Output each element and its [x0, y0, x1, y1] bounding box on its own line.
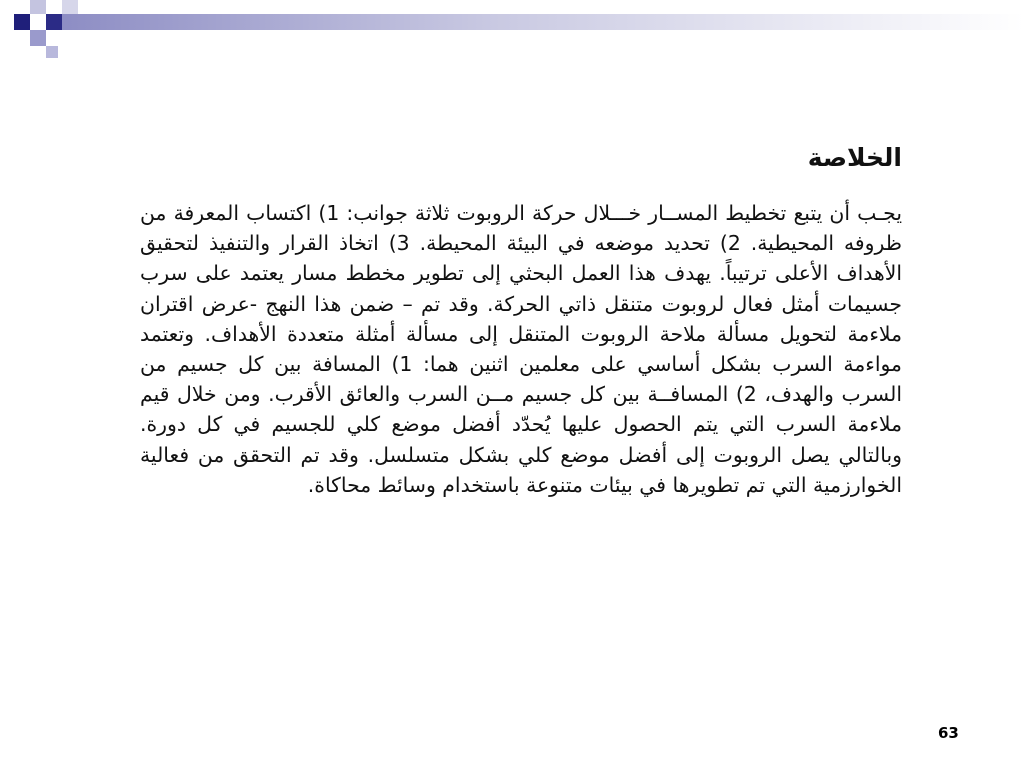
header-gradient-bar: [60, 14, 1024, 30]
header-square-light-2: [62, 0, 78, 14]
section-heading: الخلاصة: [807, 143, 902, 172]
header-square-mid-2: [46, 46, 58, 58]
header-square-mid: [30, 30, 46, 46]
header-decoration: [0, 0, 1024, 60]
header-square-dark-2: [46, 14, 62, 30]
page-number: 63: [938, 724, 959, 742]
header-square-dark: [14, 14, 30, 30]
summary-paragraph: يجـب أن يتبع تخطيط المســار خـــلال حركة الروبوت ثلاثة جوانب: 1) اكتساب المعرفة من ظروفه المحيطية. 2) تحديد موضعه في البيئة المحيطة. 3) اتخاذ القرار والتنفيذ لتحقيق الأهداف الأعلى ترتيباً. يهدف هذا العمل البحثي إلى تطوير مخطط مسار يعتمد على سرب جسيمات أمثل فعال لروبوت متنقل ذاتي الحركة. وقد تم – ضمن هذا النهج -عرض اقتران ملاءمة لتحويل مسألة ملاحة الروبوت المتنقل إلى مسألة أمثلة متعددة الأهداف. وتعتمد مواءمة السرب بشكل أساسي على معلمين اثنين هما: 1) المسافة بين كل جسيم من السرب والهدف، 2) المسافــة بين كل جسيم مــن السرب والعائق الأقرب. ومن خلال قيم ملاءمة السرب التي يتم الحصول عليها يُحدّد أفضل موضع كلي للجسيم في كل دورة. وبالتالي يصل الروبوت إلى أفضل موضع كلي بشكل متسلسل. وقد تم التحقق من فعالية الخوارزمية التي تم تطويرها في بيئات متنوعة باستخدام وسائط محاكاة.: [140, 201, 902, 497]
header-square-light: [30, 0, 46, 14]
scanned-text-block: [140, 140, 902, 640]
